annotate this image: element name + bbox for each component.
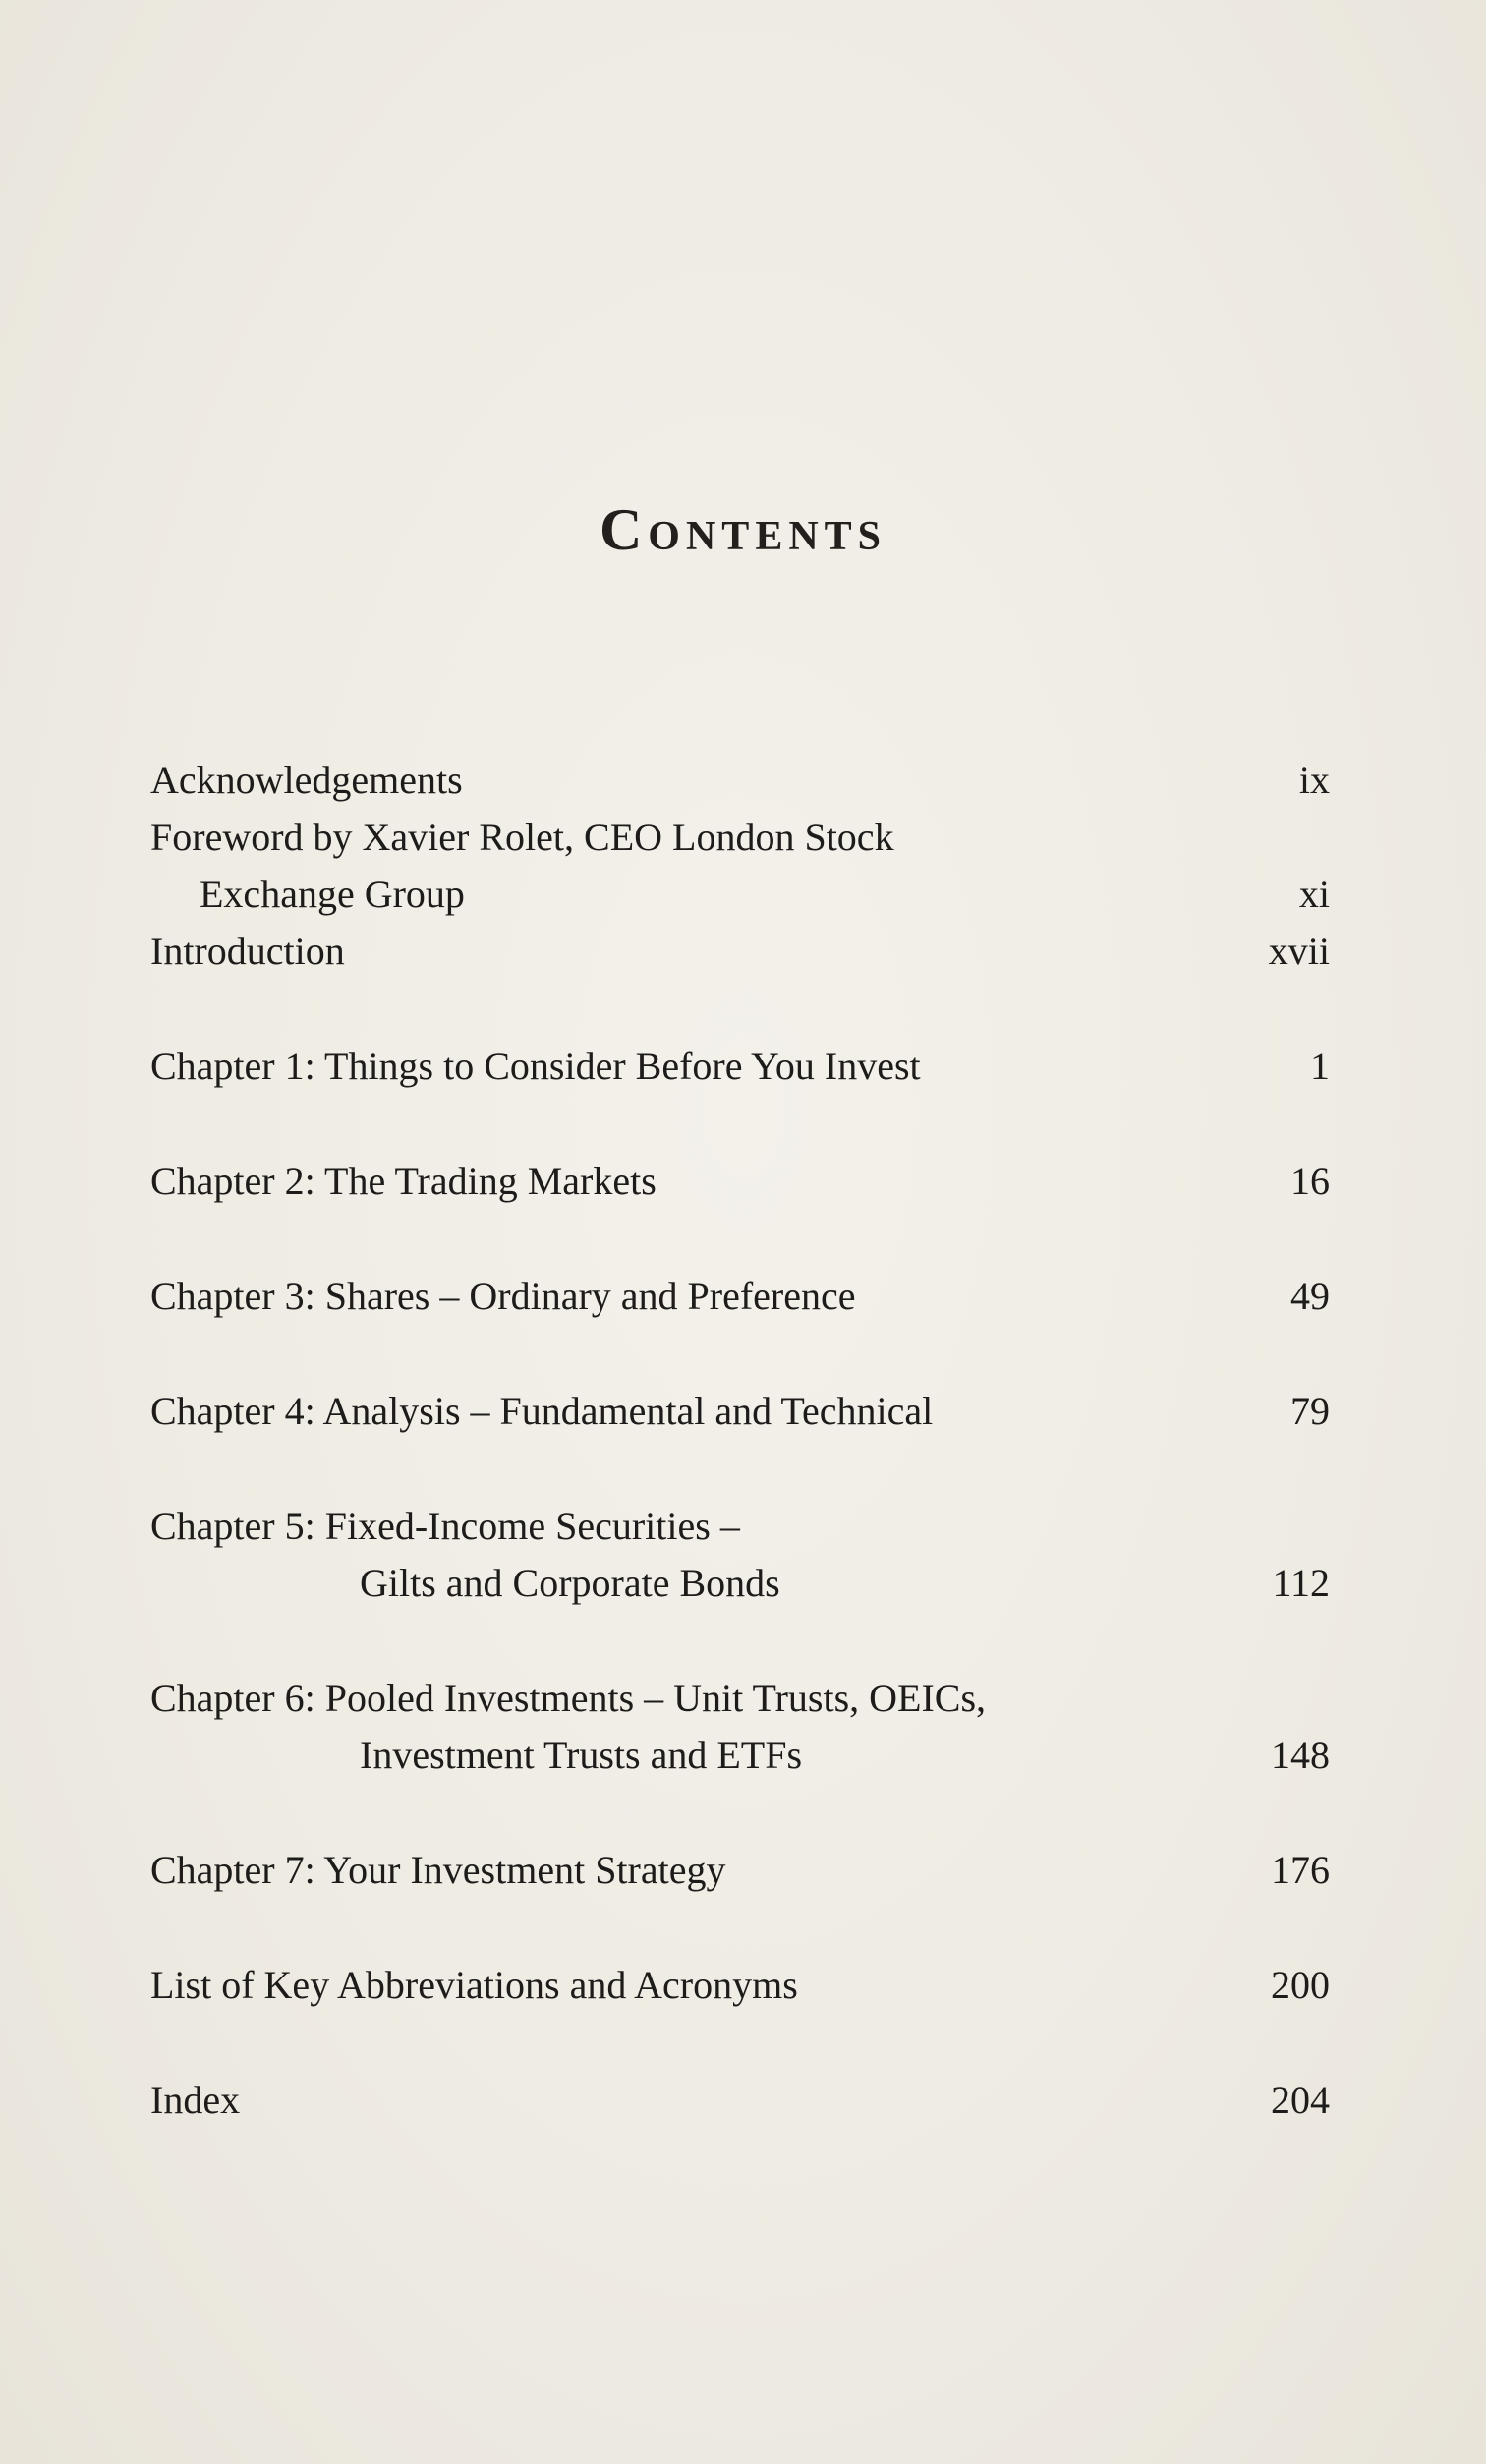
toc-entry-title: Chapter 6: Pooled Investments – Unit Trusts, OEICs,: [150, 1676, 987, 1720]
toc-entry-title: Chapter 3: Shares – Ordinary and Preference: [150, 1274, 856, 1318]
toc-entry-title: Index: [150, 2078, 241, 2122]
toc-entry-page: 200: [1271, 1963, 1330, 2007]
toc-entry-title: Chapter 5: Fixed-Income Securities –: [150, 1504, 740, 1548]
toc-entry-page: 79: [1290, 1389, 1330, 1433]
toc-entry-page: 49: [1290, 1274, 1330, 1318]
toc-entry-page: 112: [1272, 1561, 1330, 1605]
toc-entry-page: xvii: [1268, 929, 1330, 973]
toc-entry-title: Chapter 4: Analysis – Fundamental and Technical: [150, 1389, 934, 1433]
toc-entry-page: 204: [1271, 2078, 1330, 2122]
toc-entry-page: 1: [1310, 1044, 1330, 1088]
toc-entry-title: Chapter 7: Your Investment Strategy: [150, 1848, 726, 1892]
page-title: Contents: [599, 497, 887, 562]
toc-entry-page: 148: [1271, 1733, 1330, 1777]
toc-entry-page: xi: [1298, 872, 1330, 916]
toc-entry-title-continued: Gilts and Corporate Bonds: [360, 1561, 780, 1605]
toc-entry-title: List of Key Abbreviations and Acronyms: [150, 1963, 798, 2007]
toc-entry-title: Foreword by Xavier Rolet, CEO London Stock: [150, 815, 894, 859]
toc-entry-title: Chapter 2: The Trading Markets: [150, 1159, 657, 1203]
toc-entry-title: Introduction: [150, 929, 345, 973]
toc-entry-title: Chapter 1: Things to Consider Before You Invest: [150, 1044, 921, 1088]
toc-entry-page: 16: [1290, 1159, 1330, 1203]
toc-entry-page: 176: [1271, 1848, 1330, 1892]
toc-entry-title: Acknowledgements: [150, 758, 463, 802]
toc-entry-page: ix: [1298, 758, 1330, 802]
toc-entry-title-continued: Investment Trusts and ETFs: [360, 1733, 803, 1777]
toc-entry-title-continued: Exchange Group: [200, 872, 465, 916]
